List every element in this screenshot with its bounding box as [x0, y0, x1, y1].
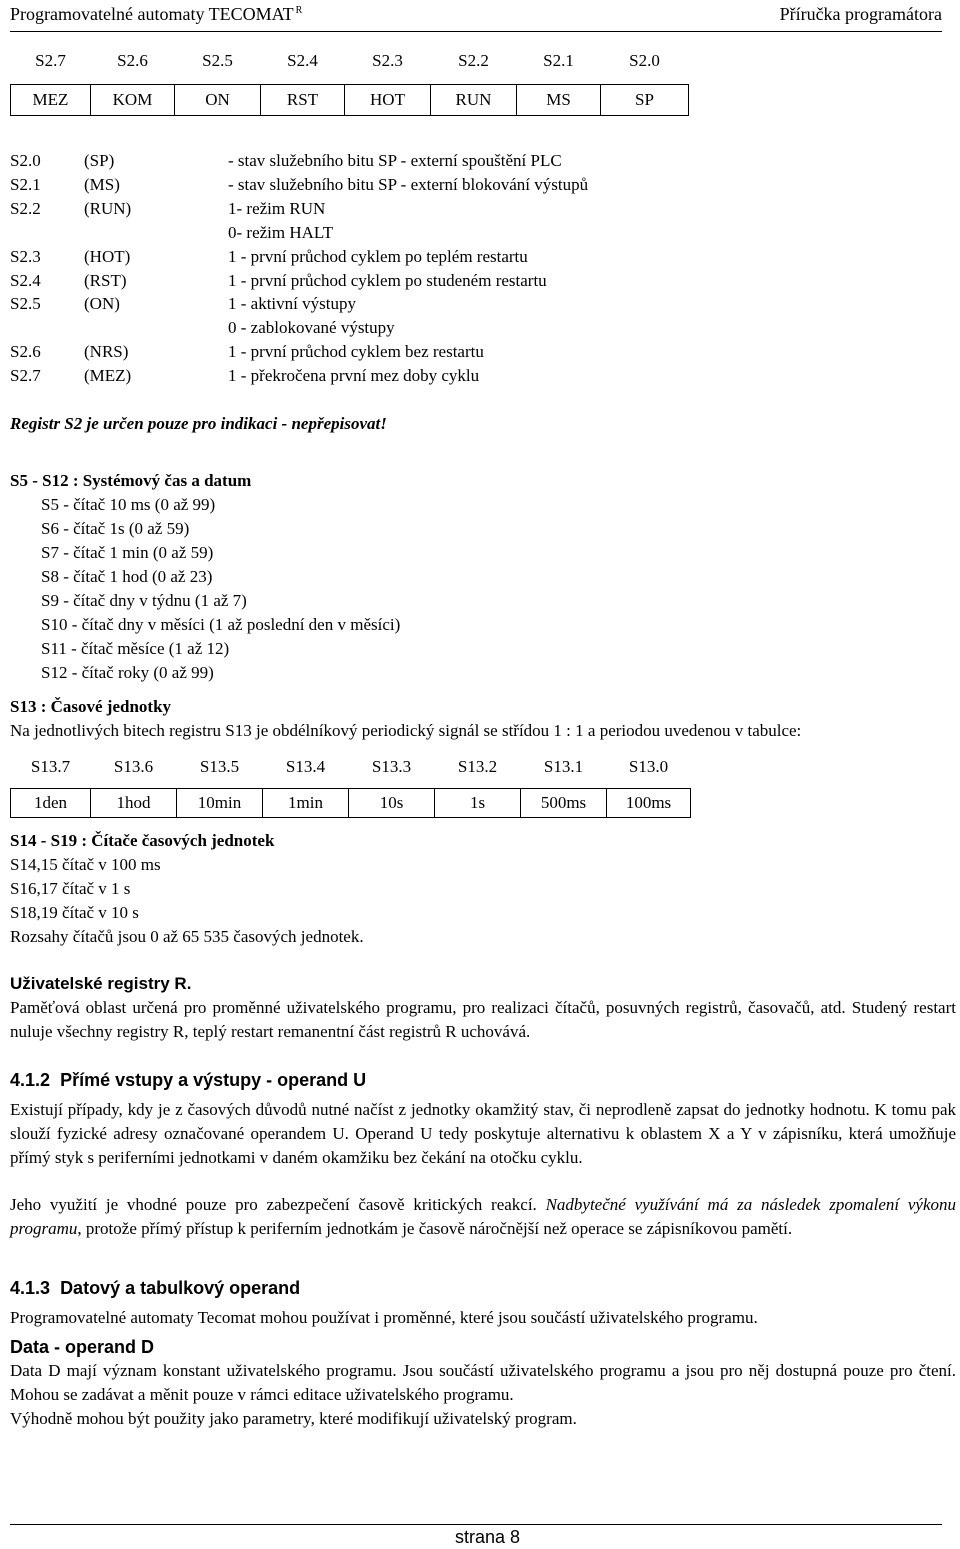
bit-desc: 1 - překročena první mez doby cyklu: [228, 366, 480, 385]
table-cell: S13.5: [199, 757, 240, 776]
header-title: Programovatelné automaty TECOMAT $^R$: [10, 4, 303, 24]
bit-id: S2.4: [10, 271, 41, 290]
bit-desc: 1 - první průchod cyklem po teplém restartu: [228, 247, 528, 266]
user-registers-text: Paměťová oblast určená pro proměnné uživatelského programu, pro realizaci čítačů, posuvných registrů, časovačů, atd. Studený restart nuluje všechny registry R, teplý restart remanentní část registrů R uchovává.: [10, 998, 956, 1041]
table-cell: HOT: [345, 85, 431, 116]
table-cell: 1min: [263, 789, 349, 818]
section-4-1-3-heading: [10, 1276, 952, 1300]
list-item: S6 - čítač 1s (0 až 59): [41, 519, 190, 538]
table-cell: S13.6: [113, 757, 154, 776]
page-header: [10, 4, 942, 26]
list-item: Rozsahy čítačů jsou 0 až 65 535 časových jednotek.: [10, 927, 364, 946]
table-cell: 500ms: [521, 789, 607, 818]
data-operand-paragraph-1: Data D mají význam konstant uživatelského programu. Jsou součástí uživatelského programu a jsou pro něj dostupná pouze pro čtení. Mohou se zadávat a měnit pouze v rámci editace uživatelského programu.: [10, 1361, 956, 1404]
table-cell: RUN: [431, 85, 517, 116]
bit-desc: 0- režim HALT: [228, 223, 334, 242]
bit-desc: 0 - zablokované výstupy: [228, 318, 395, 337]
list-item: S9 - čítač dny v týdnu (1 až 7): [41, 591, 247, 610]
section-title: Přímé vstupy a výstupy - operand U: [60, 1070, 367, 1090]
bit-id: S2.7: [10, 366, 41, 385]
s2-bit-name-row: [11, 85, 689, 116]
table-cell: S13.4: [285, 757, 326, 776]
bit-code: (MEZ): [84, 366, 132, 385]
registered-mark: R: [295, 5, 303, 16]
table-cell: S13.0: [628, 757, 669, 776]
list-item: S7 - čítač 1 min (0 až 59): [41, 543, 214, 562]
s13-bit-header-row: [11, 754, 691, 780]
list-item: S18,19 čítač v 10 s: [10, 903, 139, 922]
bit-desc: 1 - aktivní výstupy: [228, 294, 356, 313]
section-4-1-2-paragraph-1: Existují případy, kdy je z časových důvodů nutné načíst z jednotky okamžitý stav, či neprodleně zapsat do jednotky hodnotu. K tomu pak slouží fyzické adresy označované operandem U. Operand U tedy poskytuje alternativu k oblastem X a Y v zápisníku, která umožňuje přímý styk s periferními jednotkami v daném okamžiku bez čekání na otočku cyklu.: [10, 1100, 956, 1167]
header-manual-name: Příručka programátora: [779, 4, 942, 24]
table-cell: MEZ: [11, 85, 91, 116]
bit-id: S2.0: [10, 151, 41, 170]
table-cell: S2.1: [543, 51, 574, 70]
bit-code: (RUN): [84, 199, 132, 218]
table-cell: 10s: [349, 789, 435, 818]
table-cell: KOM: [91, 85, 175, 116]
bit-code: (HOT): [84, 247, 131, 266]
section-4-1-2-paragraph-2: Jeho využití je vhodné pouze pro zabezpečení časově kritických reakcí. Nadbytečné využívání má za následek zpomalení výkonu programu, protože přímý přístup k periferním jednotkám je časově náročnější než operace se zápisníkovou pamětí.: [10, 1195, 956, 1238]
data-operand-paragraph-2: Výhodně mohou být použity jako parametry, které modifikují uživatelský program.: [10, 1409, 577, 1428]
list-item: S12 - čítač roky (0 až 99): [41, 663, 214, 682]
page-number: strana 8: [455, 1527, 521, 1547]
s13-period-row: [11, 789, 691, 818]
table-cell: SP: [601, 85, 689, 116]
table-cell: 10min: [177, 789, 263, 818]
bit-code: (ON): [84, 294, 120, 313]
s14-s19-heading: S14 - S19 : Čítače časových jednotek: [10, 831, 275, 850]
user-registers-heading: Uživatelské registry R.: [10, 974, 192, 993]
s13-description: Na jednotlivých bitech registru S13 je obdélníkový periodický signál se střídou 1 : 1 a periodou uvedenou v tabulce:: [10, 721, 802, 740]
data-operand-heading: Data - operand D: [10, 1337, 155, 1357]
header-divider: [10, 31, 942, 32]
table-cell: ON: [175, 85, 261, 116]
table-cell: 1s: [435, 789, 521, 818]
bit-code: (SP): [84, 151, 115, 170]
bit-id: S2.5: [10, 294, 41, 313]
table-cell: S13.7: [30, 757, 71, 776]
table-cell: S13.1: [543, 757, 584, 776]
list-item: S5 - čítač 10 ms (0 až 99): [41, 495, 216, 514]
table-cell: RST: [261, 85, 345, 116]
footer-divider: [10, 1524, 942, 1525]
table-cell: S13.3: [371, 757, 412, 776]
section-number: 4.1.2: [10, 1070, 51, 1090]
list-item: S8 - čítač 1 hod (0 až 23): [41, 567, 213, 586]
table-cell: S2.6: [117, 51, 148, 70]
table-cell: S2.5: [202, 51, 233, 70]
s13-time-table: [10, 754, 691, 818]
table-cell: 1hod: [91, 789, 177, 818]
table-cell: S13.2: [457, 757, 498, 776]
bit-id: S2.6: [10, 342, 41, 361]
table-cell: S2.2: [458, 51, 489, 70]
list-item: S16,17 čítač v 1 s: [10, 879, 131, 898]
bit-id: S2.1: [10, 175, 41, 194]
bit-code: (NRS): [84, 342, 129, 361]
table-cell: S2.7: [35, 51, 66, 70]
bit-desc: 1 - první průchod cyklem bez restartu: [228, 342, 484, 361]
table-cell: 100ms: [607, 789, 691, 818]
bit-desc: 1- režim RUN: [228, 199, 326, 218]
table-cell: 1den: [11, 789, 91, 818]
section-4-1-3-paragraph: Programovatelné automaty Tecomat mohou používat i proměnné, které jsou součástí uživatelského programu.: [10, 1308, 758, 1327]
s2-warning-note: Registr S2 je určen pouze pro indikaci - nepřepisovat!: [10, 414, 387, 433]
table-cell: S2.0: [629, 51, 660, 70]
s5-s12-heading: S5 - S12 : Systémový čas a datum: [10, 471, 252, 490]
bit-code: (MS): [84, 175, 120, 194]
section-number: 4.1.3: [10, 1278, 51, 1298]
bit-desc: 1 - první průchod cyklem po studeném restartu: [228, 271, 547, 290]
table-cell: MS: [517, 85, 601, 116]
bit-id: S2.3: [10, 247, 41, 266]
bit-desc: - stav služebního bitu SP - externí blokování výstupů: [228, 175, 589, 194]
section-title: Datový a tabulkový operand: [60, 1278, 301, 1298]
section-4-1-2-heading: [10, 1068, 952, 1092]
list-item: S10 - čítač dny v měsíci (1 až poslední den v měsíci): [41, 615, 401, 634]
s2-bit-header-row: [11, 48, 689, 74]
bit-code: (RST): [84, 271, 127, 290]
emphasis-text: Nadbytečné využívání má za následek zpomalení výkonu programu: [10, 1195, 956, 1238]
table-cell: S2.4: [287, 51, 318, 70]
list-item: S14,15 čítač v 100 ms: [10, 855, 161, 874]
bit-desc: - stav služebního bitu SP - externí spouštění PLC: [228, 151, 562, 170]
table-cell: S2.3: [372, 51, 403, 70]
s13-heading: S13 : Časové jednotky: [10, 697, 172, 716]
list-item: S11 - čítač měsíce (1 až 12): [41, 639, 230, 658]
s2-bit-table: [10, 48, 689, 116]
bit-id: S2.2: [10, 199, 41, 218]
